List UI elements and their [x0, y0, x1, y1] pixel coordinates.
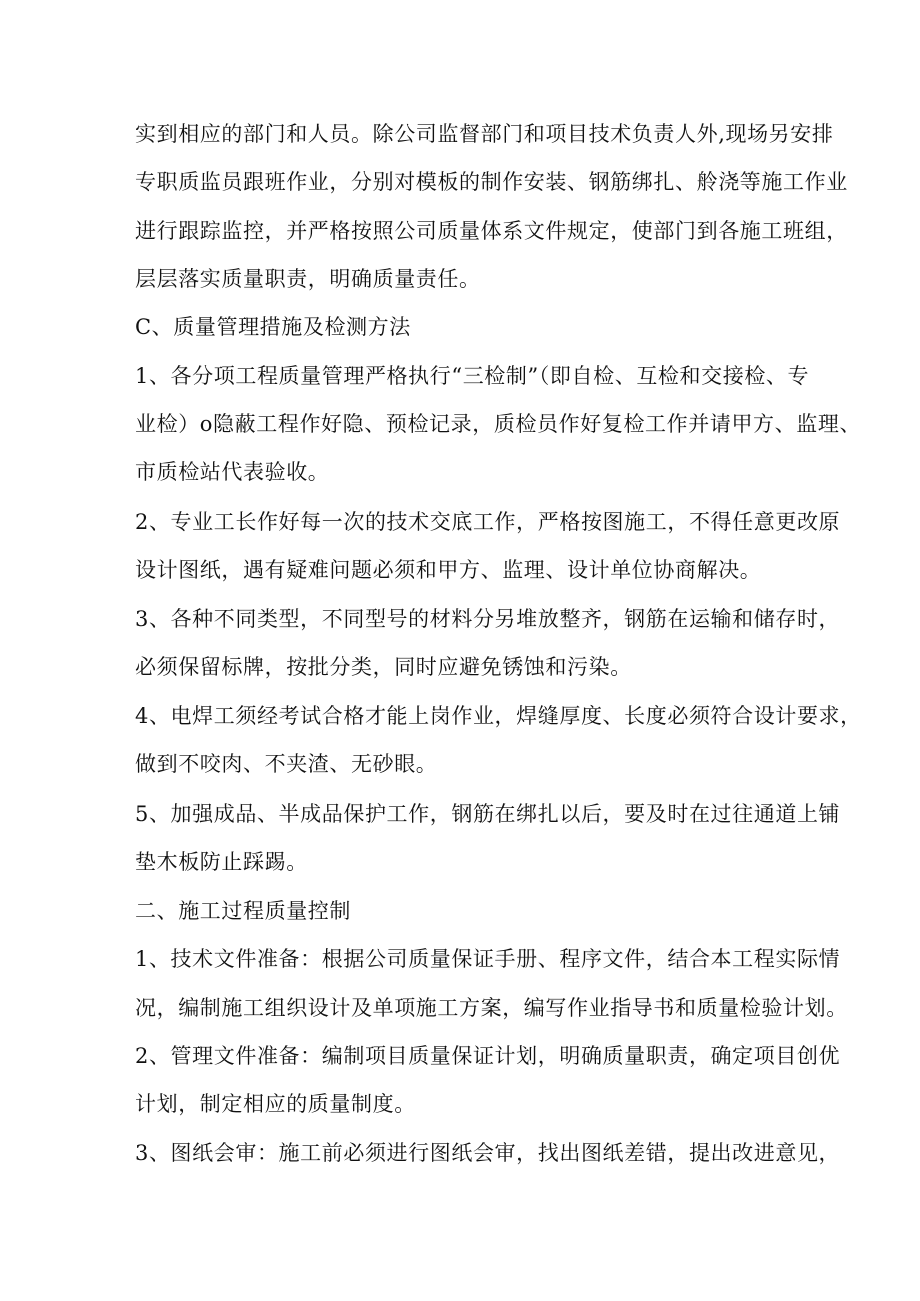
- text-line: 垫木板防止踩踢。: [135, 850, 308, 874]
- text-line: 做到不咬肉、不夹渣、无砂眼。: [135, 752, 438, 776]
- text-line: 3、图纸会审：施工前必须进行图纸会审，找出图纸差错，提出改进意见，: [135, 1141, 841, 1165]
- text-line: 实到相应的部门和人员。除公司监督部门和项目技术负责人外,现场另安排: [135, 122, 834, 146]
- text-line: 市质检站代表验收。: [135, 460, 330, 484]
- text-line: 进行跟踪监控，并严格按照公司质量体系文件规定，使部门到各施工班组，: [135, 219, 848, 243]
- text-line: 5、加强成品、半成品保护工作，钢筋在绑扎以后，要及时在过往通道上铺: [135, 802, 841, 826]
- text-line: 2、管理文件准备：编制项目质量保证计划，明确质量职责，确定项目创优: [135, 1044, 841, 1068]
- text-line: 专职质监员跟班作业，分别对模板的制作安装、钢筋绑扎、舲浇等施工作业: [135, 170, 848, 194]
- text-line: 况，编制施工组织设计及单项施工方案，编写作业指导书和质量检验计划。: [135, 996, 848, 1020]
- text-line: 1、各分项工程质量管理严格执行“三检制”（即自检、互检和交接检、专: [135, 364, 810, 388]
- text-line: 层层落实质量职责，明确质量责任。: [135, 267, 481, 291]
- text-line: 必须保留标牌，按批分类，同时应避免锈蚀和污染。: [135, 655, 632, 679]
- section-heading: C、质量管理措施及检测方法: [135, 315, 411, 339]
- text-line: 业检）o隐蔽工程作好隐、预检记录，质检员作好复检工作并请甲方、监理、: [135, 412, 862, 436]
- text-line: 4、电焊工须经考试合格才能上岗作业，焊缝厚度、长度必须符合设计要求，: [135, 704, 862, 728]
- text-line: 计划，制定相应的质量制度。: [135, 1092, 416, 1116]
- text-line: 3、各种不同类型，不同型号的材料分另堆放整齐，钢筋在运输和储存时，: [135, 607, 841, 631]
- text-line: 设计图纸，遇有疑难问题必须和甲方、监理、设计单位协商解决。: [135, 558, 762, 582]
- text-line: 1、技术文件准备：根据公司质量保证手册、程序文件，结合本工程实际情: [135, 947, 841, 971]
- section-heading: 二、施工过程质量控制: [135, 899, 351, 923]
- text-line: 2、专业工长作好每一次的技术交底工作，严格按图施工，不得任意更改原: [135, 510, 841, 534]
